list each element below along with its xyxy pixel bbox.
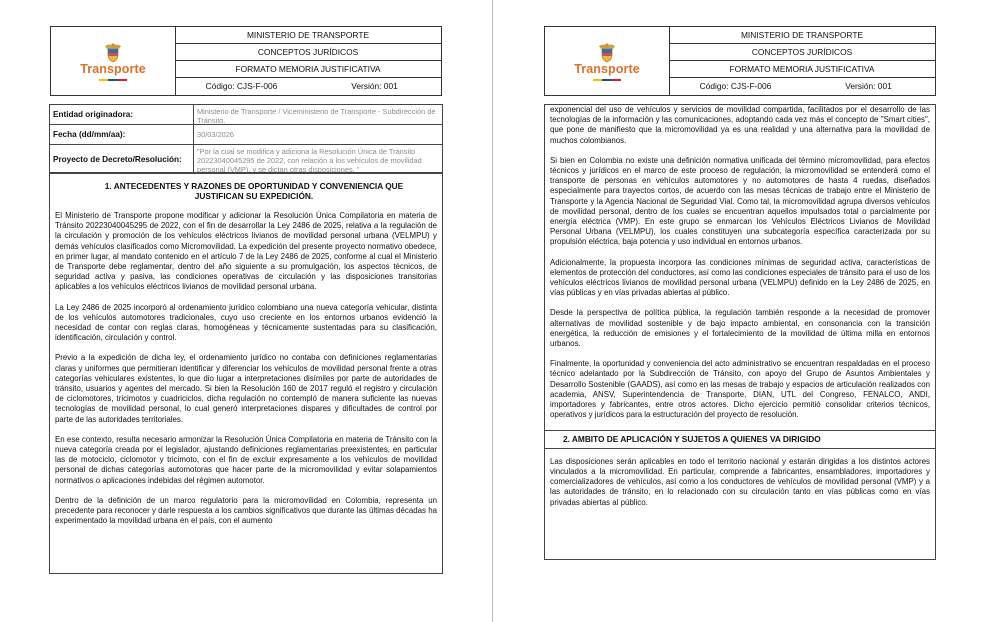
- paragraph: La Ley 2486 de 2025 incorporó al ordenamiento jurídico colombiano una nueva categoría vehicular, distinta de los vehículos automotores tradicionales, cuyo uso creciente en los entornos urbanos evidenció la necesidad de contar con reglas claras, homogéneas y técnicamente sustentadas para su clasificación, identificación, circulación y control.: [55, 302, 437, 343]
- paragraph: Las disposiciones serán aplicables en todo el territorio nacional y estarán dirigidas a los distintos actores vinculados a la micromovilidad. En particular, comprende a fabricantes, ensambladores, importadores y comercializadores de vehículos, así como a los conductores de vehículos de movilidad personal (VMP) y a las autoridades de tránsito, en lo relacionado con su circulación tanto en vías públicas como en vías privadas abiertas al público.: [550, 456, 930, 507]
- section-1-heading: 1. ANTECEDENTES Y RAZONES DE OPORTUNIDAD Y CONVENIENCIA QUE JUSTIFICAN SU EXPEDICIÓN.: [104, 181, 404, 201]
- document-code: Código: CJS-F-006: [205, 81, 278, 91]
- document-header: [544, 26, 936, 96]
- section-title: CONCEPTOS JURÍDICOS: [669, 44, 935, 61]
- ministry-logo: [545, 27, 670, 95]
- paragraph: Adicionalmente, la propuesta incorpora las condiciones mínimas de seguridad activa, características de elementos de protección del conductores, así como las condiciones especiales de tránsito para el uso de los vehículos eléctricos livianos de movilidad personal urbana (VELMPU) definido en la Ley 2486 de 2025, en vías públicas y en vías privadas abiertas al público.: [550, 257, 930, 298]
- document-header: [50, 26, 442, 96]
- project-label: Proyecto de Decreto/Resolución:: [50, 145, 194, 173]
- paragraph: exponencial del uso de vehículos y servicios de movilidad compartida, facilitados por el desarrollo de las tecnologías de la información y las comunicaciones, adoptando cada vez más el concepto de "Smart cities", que pone de manifiesto que la micromovilidad ya es una realidad y una alternativa para la movilidad de muchos colombianos.: [550, 105, 930, 145]
- coat-of-arms-icon: [102, 41, 124, 63]
- paragraph: Si bien en Colombia no existe una definición normativa unificada del término micromovilidad, para efectos técnicos y jurídicos en el marco de este proceso de regulación, la micromovilidad se entenderá como el transporte de personas en vehículos automotores y no automotores de hasta 4 ruedas, diseñados especialmente para trayectos cortos, de acuerdo con las mesas técnicas de trabajo entre el Ministerio de Transporte y la Agencia Nacional de Seguridad Vial. Como tal, la micromovilidad agrupa diversos vehículos de movilidad personal, dentro de los cuales se encuentran aquellos impulsados total o parcialmente por energía eléctrica (VMP). En este grupo se enmarcan los Vehículos Eléctricos Livianos de Movilidad Personal Urbana (VELMPU), los cuales constituyen una subcategoría específica caracterizada por su propulsión eléctrica, baja potencia y uso individual en entornos urbanos.: [550, 155, 930, 247]
- paragraph: Dentro de la definición de un marco regulatorio para la micromovilidad en Colombia, representa un precedente para reconocer y darle respuesta a los cambios significativos que durante las últimas décadas ha experimentado la movilidad urbana en el país, con el aumento: [55, 495, 437, 526]
- flag-stripe: [99, 79, 127, 81]
- brand-name: Transporte: [574, 62, 640, 76]
- entity-value: Ministerio de Transporte / Viceministerio de Transporte - Subdirección de Tránsito.: [197, 107, 436, 125]
- paragraph: En ese contexto, resulta necesario armonizar la Resolución Única Compilatoria en materia de Tránsito con la nueva categoría creada por el legislador, ajustando definiciones reglamentarias preexistentes, en particular las de motociclo, ciclomotor y tricimoto, con el fin de excluir expresamente a los vehículos de movilidad personal de dichas categorías automotoras que hacer parte de la micromovilidad y evitar solapamientos normativos o aplicaciones indebidas del régimen automotor.: [55, 434, 437, 485]
- brand-name: Transporte: [80, 62, 146, 76]
- document-page-2: [493, 0, 985, 622]
- paragraph: El Ministerio de Transporte propone modificar y adicionar la Resolución Única Compilatoria en materia de Tránsito 20223040045295 de 2022, con el fin de desarrollar la Ley 2486 de 2025, relativa a la regulación de la circulación y promoción de los vehículos eléctricos livianos de movilidad personal urbana (VELMPU) y demás vehículos clasificados como Micromovilidad. La expedición del presente proyecto normativo obedece, en primer lugar, al mandato contenido en el artículo 7 de la Ley 2486 de 2025, conforme al cual el Ministerio de Transporte debe reglamentar, dentro del año siguiente a su promulgación, los aspectos técnicos, de seguridad activa y pasiva, las condiciones operativas de circulación y las disposiciones transitorias aplicables a los vehículos eléctricos livianos de movilidad personal urbana.: [55, 211, 437, 292]
- document-code: Código: CJS-F-006: [699, 81, 772, 91]
- document-version: Versión: 001: [351, 81, 398, 91]
- ministry-logo: [51, 27, 176, 95]
- format-title: FORMATO MEMORIA JUSTIFICATIVA: [175, 61, 441, 78]
- format-title: FORMATO MEMORIA JUSTIFICATIVA: [669, 61, 935, 78]
- paragraph: Previo a la expedición de dicha ley, el ordenamiento jurídico no contaba con definiciones reglamentarias claras y uniformes que permitieran identificar y diferenciar los vehículos de movilidad personal frente a otras categorías vehiculares existentes, lo que dio lugar a interpretaciones disímiles por parte de autoridades de tránsito, usuarios y agentes del mercado. Si bien la Resolución 160 de 2017 reguló el registro y circulación de ciclomotores, tricimotos y cuadriciclos, dicha regulación no contempló de manera suficiente las nuevas tecnologías de movilidad personal, lo cual generó interpretaciones dispares y dificultades de control por parte de las autoridades territoriales.: [55, 353, 437, 424]
- section-2-heading: 2. AMBITO DE APLICACIÓN Y SUJETOS A QUIENES VA DIRIGIDO: [545, 430, 935, 448]
- document-body-page-1: [49, 172, 443, 574]
- paragraph: Desde la perspectiva de política pública, la regulación también responde a la necesidad de promover alternativas de movilidad sostenible y de bajo impacto ambiental, en consonancia con la transición energética, la reducción de emisiones y el fortalecimiento de la movilidad de última milla en entornos urbanos.: [550, 308, 930, 349]
- ministry-title: MINISTERIO DE TRANSPORTE: [175, 27, 441, 44]
- ministry-title: MINISTERIO DE TRANSPORTE: [669, 27, 935, 44]
- date-value: 30/03/2026: [197, 130, 234, 139]
- entity-label: Entidad originadora:: [50, 105, 194, 124]
- coat-of-arms-icon: [596, 41, 618, 63]
- flag-stripe: [593, 79, 621, 81]
- document-page-1: [0, 0, 492, 622]
- document-version: Versión: 001: [845, 81, 892, 91]
- document-meta-table: [49, 104, 443, 174]
- section-title: CONCEPTOS JURÍDICOS: [175, 44, 441, 61]
- document-body-page-2: [544, 104, 936, 560]
- project-value: "Por la cual se modifica y adiciona la Resolución Única de Tránsito 20223040045295 de 2022, con relación a los vehículos de movilidad personal (VMP), y se dictan otras disposiciones. ": [197, 147, 422, 174]
- paragraph: Finalmente, la oportunidad y conveniencia del acto administrativo se encuentran respaldadas en el proceso técnico adelantado por la Subdirección de Tránsito, con apoyo del Grupo de Asuntos Ambientales y Desarrollo Sostenible (GAADS), así como en las mesas de trabajo y espacios de articulación realizados con academia, ANSV, Superintendencia de Transporte, DIAN, UTL del Congreso, FENALCO, ANDI, importadores y fabricantes, entre otros actores. Dicho ejercicio permitió consolidar criterios técnicos, operativos y jurídicos para la estructuración del proyecto de resolución.: [550, 359, 930, 420]
- date-label: Fecha (dd/mm/aa):: [50, 125, 194, 144]
